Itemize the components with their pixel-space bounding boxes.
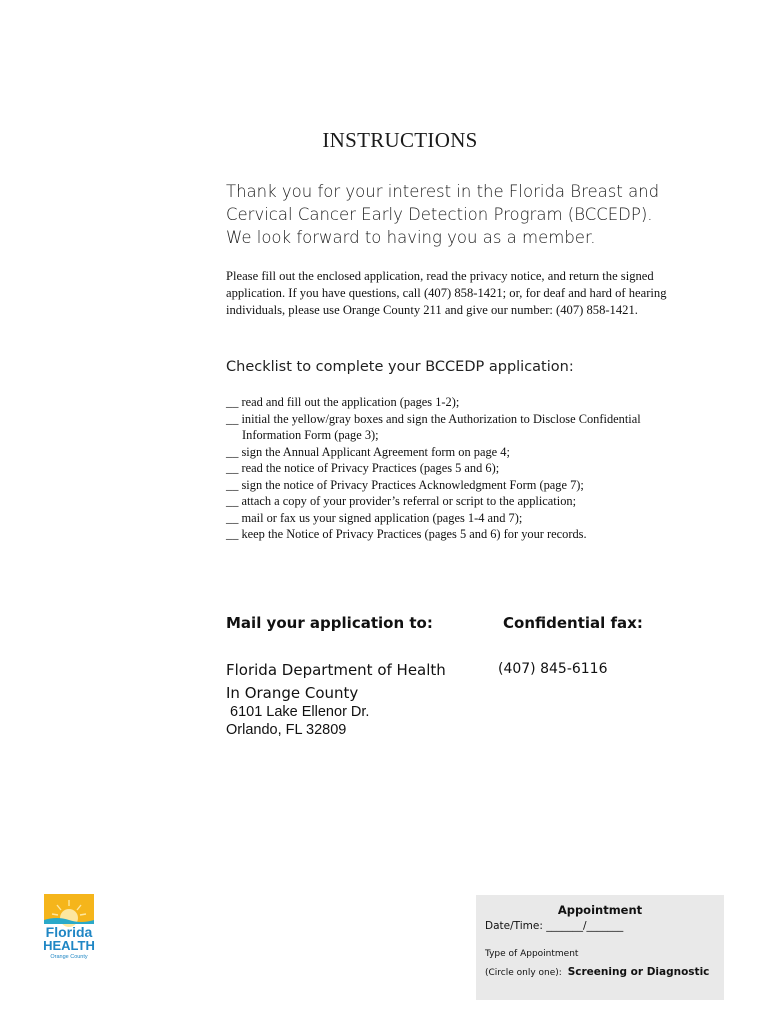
appointment-box [476, 895, 724, 1000]
checklist-item: __ sign the Annual Applicant Agreement form on page 4; [226, 444, 510, 459]
logo-word1: Florida [45, 924, 93, 940]
intro-line: Cervical Cancer Early Detection Program (BCCEDP). [226, 205, 653, 224]
mail-heading: Mail your application to: [226, 614, 433, 632]
checklist-item: __ sign the notice of Privacy Practices Acknowledgment Form (page 7); [226, 477, 584, 492]
org-county: In Orange County [226, 684, 359, 702]
checklist-heading: Checklist to complete your BCCEDP application: [226, 359, 574, 375]
appointment-date: Date/Time: _______/_______ [485, 920, 624, 932]
appointment-type-label: Type of Appointment [485, 949, 579, 959]
address-city: Orlando, FL 32809 [226, 722, 347, 738]
appointment-title: Appointment [557, 903, 643, 917]
address-street: 6101 Lake Ellenor Dr. [230, 704, 370, 720]
checklist [226, 394, 746, 543]
page-title: INSTRUCTIONS [322, 128, 478, 152]
paragraph-line: Please fill out the enclosed application, read the privacy notice, and return the signed [226, 269, 654, 283]
intro-line: Thank you for your interest in the Florida Breast and [226, 182, 660, 201]
florida-health-logo [42, 894, 98, 960]
fax-heading: Confidential fax: [503, 614, 643, 632]
appointment-circle-label: (Circle only one): [485, 968, 562, 978]
appointment-choice-row [485, 966, 709, 978]
checklist-item: __ keep the Notice of Privacy Practices (pages 5 and 6) for your records. [226, 527, 587, 541]
paragraph-line: application. If you have questions, call (407) 858-1421; or, for deaf and hard of hearing [226, 286, 667, 300]
intro-line: We look forward to having you as a member. [226, 228, 596, 247]
fax-number: (407) 845-6116 [498, 661, 608, 677]
logo-sub: Orange County [50, 954, 88, 960]
checklist-item: __ read and fill out the application (pages 1-2); [226, 395, 460, 409]
checklist-item: __ mail or fax us your signed application (pages 1-4 and 7); [226, 510, 523, 525]
appointment-choices: Screening or Diagnostic [567, 966, 710, 978]
florida-health-logo-icon [42, 894, 98, 960]
checklist-item-continuation: Information Form (page 3); [242, 428, 379, 442]
checklist-item: __ initial the yellow/gray boxes and sign the Authorization to Disclose Confidential [226, 411, 641, 426]
checklist-item: __ read the notice of Privacy Practices (pages 5 and 6); [226, 461, 500, 475]
checklist-item: __ attach a copy of your provider’s referral or script to the application; [226, 494, 577, 508]
intro-text [226, 180, 726, 249]
paragraph-line: individuals, please use Orange County 211 and give our number: (407) 858-1421. [226, 303, 638, 317]
org-name: Florida Department of Health [226, 661, 446, 679]
logo-word2: HEALTH [43, 938, 95, 953]
instructions-paragraph [226, 268, 736, 319]
